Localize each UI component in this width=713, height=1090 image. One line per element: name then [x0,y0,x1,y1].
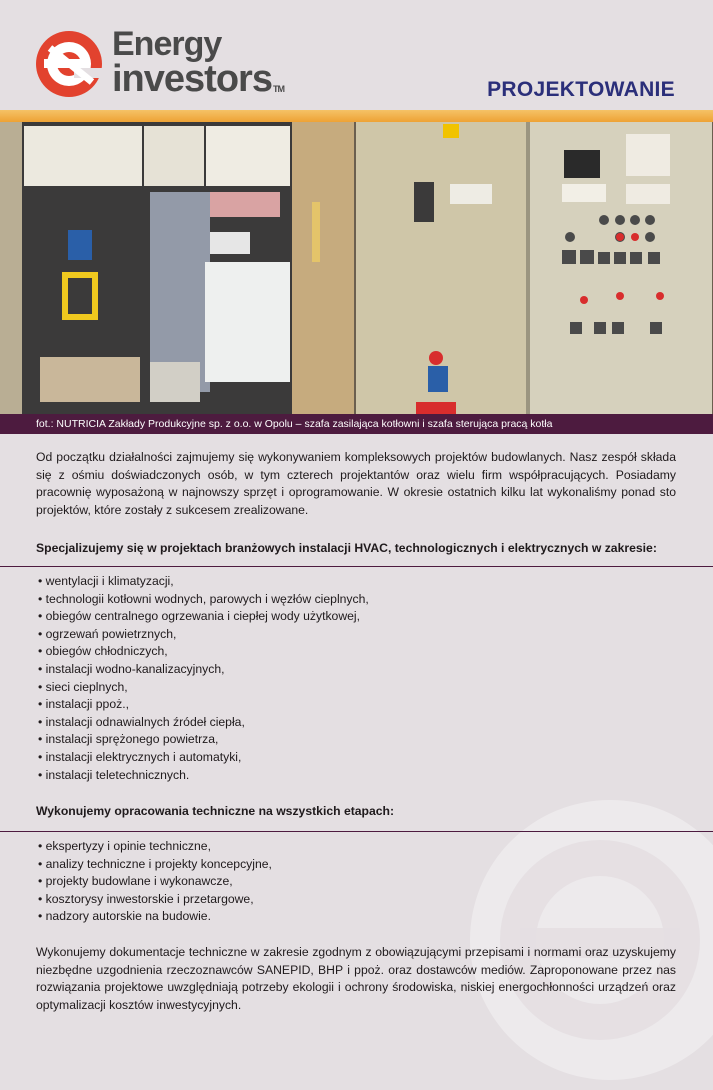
list-item: • kosztorysy inwestorskie i przetargowe, [38,891,272,909]
company-logo [34,26,304,106]
list-item: • ekspertyzy i opinie techniczne, [38,838,272,856]
list-item: • wentylacji i klimatyzacji, [38,573,369,591]
watermark-logo [460,790,713,1090]
list-item: • analizy techniczne i projekty koncepcyjne, [38,856,272,874]
list-item: • instalacji wodno-kanalizacyjnych, [38,661,369,679]
section1-heading: Specjalizujemy się w projektach branżowych instalacji HVAC, technologicznych i elektrycznych w zakresie: [36,541,657,555]
list-item: • obiegów centralnego ogrzewania i ciepłej wody użytkowej, [38,608,369,626]
photo-caption: fot.: NUTRICIA Zakłady Produkcyjne sp. z o.o. w Opolu – szafa zasilająca kotłowni i szafa sterująca pracą kotła [36,418,553,430]
list-item: • nadzory autorskie na budowie. [38,908,272,926]
list-item: • ogrzewań powietrznych, [38,626,369,644]
section2-heading: Wykonujemy opracowania techniczne na wszystkich etapach: [36,804,395,818]
list-item: • instalacji elektrycznych i automatyki, [38,749,369,767]
section1-list [38,573,369,784]
list-item: • instalacji teletechnicznych. [38,767,369,785]
list-item: • instalacji sprężonego powietrza, [38,731,369,749]
list-item: • instalacji ppoż., [38,696,369,714]
closing-paragraph: Wykonujemy dokumentacje techniczne w zakresie zgodnym z obowiązującymi przepisami i normami oraz uzyskujemy niezbędne uzgodnienia rzeczoznawców SANEPID, BHP i ppoż. oraz dostawców mediów. Zaproponowane przez nas rozwiązania projektowe uwzględniają potrzeby ekologii i ochrony środowiska, niskiej energochłonności urządzeń oraz optymalizacji kosztów inwestycyjnych. [36,945,676,1012]
page-header [0,0,713,110]
trademark-symbol: TM [272,84,284,94]
page-title: PROJEKTOWANIE [487,78,675,101]
list-item: • instalacji odnawialnych źródeł ciepła, [38,714,369,732]
logo-word-energy: Energy [112,25,222,63]
energy-e-logo-icon [34,28,104,100]
list-item: • projekty budowlane i wykonawcze, [38,873,272,891]
section1-divider [0,566,713,567]
photo-caption-bar [0,414,713,434]
list-item: • sieci cieplnych, [38,679,369,697]
switchgear-photo [0,122,713,414]
section2-list [38,838,272,926]
intro-paragraph: Od początku działalności zajmujemy się wykonywaniem kompleksowych projektów budowlanych. Nasz zespół składa się z ośmiu doświadczonych osób, w tym czterech projektantów oraz wielu firm współpracujących. Posiadamy pracownię wyposażoną w najnowszy sprzęt i oprogramowanie. W okresie ostatnich kilku lat wykonaliśmy ponad sto projektów, które zostały z sukcesem zrealizowane. [36,450,676,517]
list-item: • technologii kotłowni wodnych, parowych i węzłów cieplnych, [38,591,369,609]
list-item: • obiegów chłodniczych, [38,643,369,661]
orange-stripe [0,110,713,122]
section2-divider [0,831,713,832]
logo-word-investors: investors™ [112,58,284,100]
